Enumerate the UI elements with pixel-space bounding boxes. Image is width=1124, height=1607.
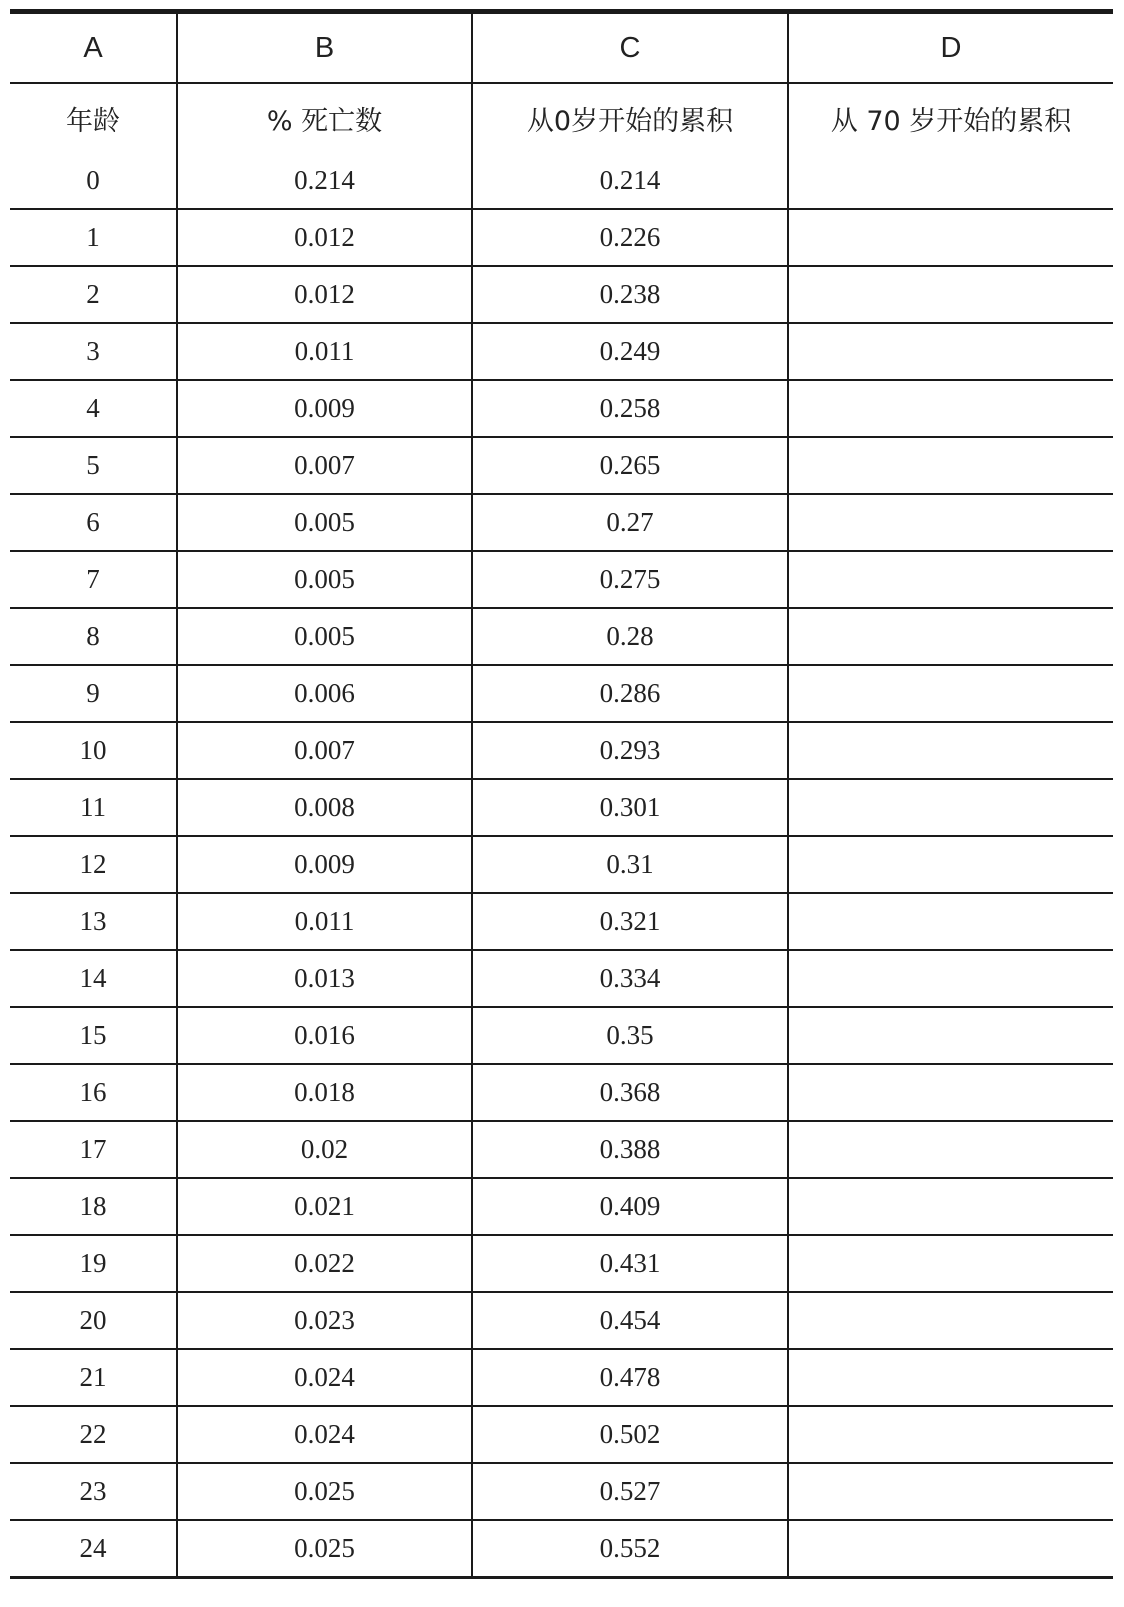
- cell-cumulative-from-70: [788, 1178, 1113, 1235]
- cell-cumulative-from-70: [788, 1235, 1113, 1292]
- cell-death-percent: 0.018: [177, 1064, 472, 1121]
- cell-cumulative-from-0: 0.301: [472, 779, 788, 836]
- cell-death-percent: 0.214: [177, 153, 472, 209]
- table-row: [10, 266, 1113, 323]
- cell-death-percent: 0.02: [177, 1121, 472, 1178]
- header-age: 年龄: [10, 83, 177, 153]
- cell-cumulative-from-70: [788, 893, 1113, 950]
- cell-cumulative-from-0: 0.35: [472, 1007, 788, 1064]
- cell-age: 16: [10, 1064, 177, 1121]
- cell-cumulative-from-70: [788, 1007, 1113, 1064]
- cell-age: 8: [10, 608, 177, 665]
- cell-cumulative-from-70: [788, 1463, 1113, 1520]
- table-row: [10, 1064, 1113, 1121]
- cell-death-percent: 0.024: [177, 1406, 472, 1463]
- cell-cumulative-from-0: 0.409: [472, 1178, 788, 1235]
- cell-age: 22: [10, 1406, 177, 1463]
- header-cumulative-from-70: 从 70 岁开始的累积: [830, 106, 1072, 137]
- cell-cumulative-from-70: [788, 1406, 1113, 1463]
- cell-death-percent: 0.012: [177, 209, 472, 266]
- cell-age: 10: [10, 722, 177, 779]
- cell-age: 2: [10, 266, 177, 323]
- cell-age: 9: [10, 665, 177, 722]
- cell-death-percent: 0.008: [177, 779, 472, 836]
- table-row: [10, 209, 1113, 266]
- cell-death-percent: 0.016: [177, 1007, 472, 1064]
- cell-cumulative-from-70: [788, 836, 1113, 893]
- cell-death-percent: 0.009: [177, 380, 472, 437]
- cell-cumulative-from-0: 0.31: [472, 836, 788, 893]
- cell-cumulative-from-0: 0.286: [472, 665, 788, 722]
- cell-age: 12: [10, 836, 177, 893]
- cell-cumulative-from-0: 0.249: [472, 323, 788, 380]
- cell-death-percent: 0.006: [177, 665, 472, 722]
- table-row: [10, 1463, 1113, 1520]
- cell-death-percent: 0.022: [177, 1235, 472, 1292]
- cell-death-percent: 0.025: [177, 1520, 472, 1578]
- cell-age: 4: [10, 380, 177, 437]
- cell-cumulative-from-70: [788, 209, 1113, 266]
- cell-cumulative-from-0: 0.293: [472, 722, 788, 779]
- cell-death-percent: 0.011: [177, 323, 472, 380]
- cell-cumulative-from-0: 0.388: [472, 1121, 788, 1178]
- column-letter-row: [10, 12, 1113, 84]
- cell-cumulative-from-0: 0.27: [472, 494, 788, 551]
- table-row: [10, 950, 1113, 1007]
- cell-age: 6: [10, 494, 177, 551]
- cell-cumulative-from-70: [788, 153, 1113, 209]
- cell-death-percent: 0.007: [177, 437, 472, 494]
- cell-death-percent: 0.021: [177, 1178, 472, 1235]
- cell-age: 3: [10, 323, 177, 380]
- table-row: [10, 1349, 1113, 1406]
- cell-death-percent: 0.024: [177, 1349, 472, 1406]
- cell-age: 24: [10, 1520, 177, 1578]
- table-row: [10, 836, 1113, 893]
- cell-cumulative-from-70: [788, 437, 1113, 494]
- cell-cumulative-from-0: 0.478: [472, 1349, 788, 1406]
- cell-age: 17: [10, 1121, 177, 1178]
- table-row: [10, 380, 1113, 437]
- cell-cumulative-from-70: [788, 494, 1113, 551]
- cell-cumulative-from-0: 0.28: [472, 608, 788, 665]
- table-row: [10, 1178, 1113, 1235]
- column-letter-c: C: [472, 12, 788, 84]
- cell-age: 23: [10, 1463, 177, 1520]
- column-letter-d: D: [940, 31, 962, 64]
- cell-age: 20: [10, 1292, 177, 1349]
- column-letter-a: A: [10, 12, 177, 84]
- table-row: [10, 1007, 1113, 1064]
- cell-death-percent: 0.025: [177, 1463, 472, 1520]
- cell-age: 13: [10, 893, 177, 950]
- cell-cumulative-from-70: [788, 950, 1113, 1007]
- table-row: [10, 323, 1113, 380]
- cell-death-percent: 0.012: [177, 266, 472, 323]
- cell-death-percent: 0.005: [177, 494, 472, 551]
- mortality-table: [10, 9, 1113, 1579]
- cell-death-percent: 0.023: [177, 1292, 472, 1349]
- cell-cumulative-from-70: [788, 608, 1113, 665]
- cell-cumulative-from-70: [788, 722, 1113, 779]
- cell-cumulative-from-70: [788, 380, 1113, 437]
- cell-cumulative-from-0: 0.334: [472, 950, 788, 1007]
- cell-cumulative-from-70: [788, 665, 1113, 722]
- cell-age: 1: [10, 209, 177, 266]
- table-row: [10, 1520, 1113, 1578]
- cell-death-percent: 0.011: [177, 893, 472, 950]
- table-row: [10, 779, 1113, 836]
- table-body: [10, 153, 1113, 1578]
- cell-cumulative-from-0: 0.321: [472, 893, 788, 950]
- table-row: [10, 608, 1113, 665]
- table-row: [10, 551, 1113, 608]
- table-row: [10, 437, 1113, 494]
- table-row: [10, 893, 1113, 950]
- cell-cumulative-from-0: 0.454: [472, 1292, 788, 1349]
- cell-age: 14: [10, 950, 177, 1007]
- cell-cumulative-from-0: 0.275: [472, 551, 788, 608]
- table-head: [10, 12, 1113, 154]
- cell-age: 21: [10, 1349, 177, 1406]
- cell-death-percent: 0.007: [177, 722, 472, 779]
- cell-cumulative-from-70: [788, 1121, 1113, 1178]
- cell-cumulative-from-0: 0.265: [472, 437, 788, 494]
- table-row: [10, 153, 1113, 209]
- cell-cumulative-from-70: [788, 323, 1113, 380]
- cell-cumulative-from-0: 0.226: [472, 209, 788, 266]
- cell-age: 7: [10, 551, 177, 608]
- header-death-percent: % 死亡数: [177, 83, 472, 153]
- table-row: [10, 1235, 1113, 1292]
- cell-cumulative-from-70: [788, 779, 1113, 836]
- cell-age: 5: [10, 437, 177, 494]
- cell-death-percent: 0.009: [177, 836, 472, 893]
- cell-cumulative-from-0: 0.502: [472, 1406, 788, 1463]
- cell-cumulative-from-70: [788, 266, 1113, 323]
- table-row: [10, 1406, 1113, 1463]
- cell-age: 11: [10, 779, 177, 836]
- cell-cumulative-from-70: [788, 1292, 1113, 1349]
- table-row: [10, 494, 1113, 551]
- header-cumulative-from-0: 从0岁开始的累积: [472, 83, 788, 153]
- cell-cumulative-from-70: [788, 1349, 1113, 1406]
- cell-age: 15: [10, 1007, 177, 1064]
- cell-age: 19: [10, 1235, 177, 1292]
- table-row: [10, 1292, 1113, 1349]
- table-row: [10, 1121, 1113, 1178]
- cell-cumulative-from-0: 0.258: [472, 380, 788, 437]
- cell-death-percent: 0.013: [177, 950, 472, 1007]
- table-row: [10, 722, 1113, 779]
- cell-cumulative-from-70: [788, 1064, 1113, 1121]
- cell-cumulative-from-0: 0.214: [472, 153, 788, 209]
- cell-age: 0: [10, 153, 177, 209]
- cell-cumulative-from-0: 0.238: [472, 266, 788, 323]
- cell-death-percent: 0.005: [177, 608, 472, 665]
- cell-cumulative-from-70: [788, 551, 1113, 608]
- cell-cumulative-from-0: 0.431: [472, 1235, 788, 1292]
- column-letter-b: B: [177, 12, 472, 84]
- cell-cumulative-from-70: [788, 1520, 1113, 1578]
- cell-cumulative-from-0: 0.552: [472, 1520, 788, 1578]
- cell-cumulative-from-0: 0.527: [472, 1463, 788, 1520]
- cell-age: 18: [10, 1178, 177, 1235]
- column-header-row: [10, 83, 1113, 153]
- table-row: [10, 665, 1113, 722]
- cell-death-percent: 0.005: [177, 551, 472, 608]
- cell-cumulative-from-0: 0.368: [472, 1064, 788, 1121]
